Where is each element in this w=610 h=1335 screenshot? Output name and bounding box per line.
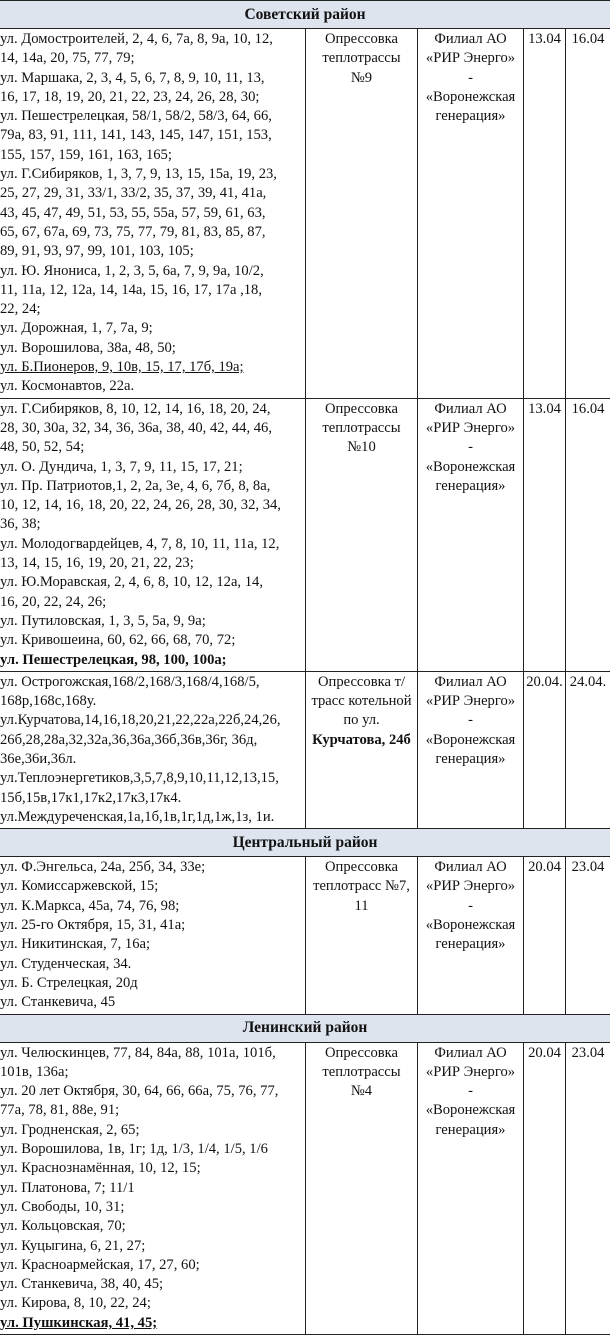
address-line: ул. Челюскинцев, 77, 84, 84а, 88, 101а, 101б,	[0, 1044, 305, 1063]
work-type-line: №10	[306, 438, 417, 457]
work-type-cell	[306, 857, 418, 1014]
address-line: ул. 20 лет Октября, 30, 64, 66, 66а, 75, 76, 77,	[0, 1082, 305, 1101]
address-line: 16, 20, 22, 24, 26;	[0, 593, 305, 612]
executor-line: Филиал АО	[418, 673, 523, 692]
address-line: 28, 30, 30а, 32, 34, 36, 36а, 38, 40, 42, 44, 46,	[0, 419, 305, 438]
address-line: 14, 14а, 20, 75, 77, 79;	[0, 49, 305, 68]
address-line: 25, 27, 29, 31, 33/1, 33/2, 35, 37, 39, 41, 41а,	[0, 184, 305, 203]
table-row	[0, 29, 610, 399]
start-date: 13.04	[524, 398, 566, 671]
executor-line: генерация»	[418, 477, 523, 496]
executor-line: «Воронежская	[418, 1101, 523, 1120]
address-line: ул. Ю. Янониса, 1, 2, 3, 5, 6а, 7, 9, 9а, 10/2,	[0, 262, 305, 281]
address-line: ул. Пешестрелецкая, 98, 100, 100а;	[0, 651, 305, 670]
address-line: ул. Платонова, 7; 11/1	[0, 1179, 305, 1198]
address-line: ул. Пушкинская, 41, 45;	[0, 1314, 305, 1333]
executor-line: -	[418, 69, 523, 88]
executor-line: «РИР Энерго»	[418, 877, 523, 896]
address-cell	[0, 29, 306, 399]
region-name: Ленинский район	[0, 1014, 610, 1042]
address-line: ул. Краснознамённая, 10, 12, 15;	[0, 1159, 305, 1178]
address-line: ул. Кривошеина, 60, 62, 66, 68, 70, 72;	[0, 631, 305, 650]
region-name: Центральный район	[0, 829, 610, 857]
table-row	[0, 857, 610, 1014]
work-type-line: Опрессовка	[306, 858, 417, 877]
work-type-cell	[306, 398, 418, 671]
address-line: 36е,36и,36л.	[0, 750, 305, 769]
work-type-cell	[306, 671, 418, 828]
address-line: 22, 24;	[0, 300, 305, 319]
start-date: 20.04	[524, 1042, 566, 1334]
address-line: ул. Станкевича, 38, 40, 45;	[0, 1275, 305, 1294]
executor-line: Филиал АО	[418, 400, 523, 419]
end-date: 16.04	[566, 29, 610, 399]
address-line: ул. Пешестрелецкая, 58/1, 58/2, 58/3, 64, 66,	[0, 107, 305, 126]
executor-line: -	[418, 1082, 523, 1101]
address-line: ул. Ворошилова, 1в, 1г; 1д, 1/3, 1/4, 1/5, 1/6	[0, 1140, 305, 1159]
executor-line: «РИР Энерго»	[418, 1063, 523, 1082]
address-line: ул. 25-го Октября, 15, 31, 41а;	[0, 916, 305, 935]
address-line: ул. Ф.Энгельса, 24а, 25б, 34, 33е;	[0, 858, 305, 877]
start-date: 20.04.	[524, 671, 566, 828]
address-line: ул. Кольцовская, 70;	[0, 1217, 305, 1236]
address-line: ул. Студенческая, 34.	[0, 955, 305, 974]
table-row	[0, 1042, 610, 1334]
executor-line: «РИР Энерго»	[418, 692, 523, 711]
work-type-line: Курчатова, 24б	[306, 731, 417, 750]
address-line: ул.Междуреченская,1а,1б,1в,1г,1д,1ж,1з, 1и.	[0, 808, 305, 827]
executor-line: -	[418, 711, 523, 730]
address-line: ул. Свободы, 10, 31;	[0, 1198, 305, 1217]
address-line: 10, 12, 14, 16, 18, 20, 22, 24, 26, 28, 30, 32, 34,	[0, 496, 305, 515]
address-line: ул. Красноармейская, 17, 27, 60;	[0, 1256, 305, 1275]
address-line: ул. Пр. Патриотов,1, 2, 2а, 3е, 4, 6, 7б, 8, 8а,	[0, 477, 305, 496]
address-line: ул. О. Дундича, 1, 3, 7, 9, 11, 15, 17, 21;	[0, 458, 305, 477]
region-header-row	[0, 1014, 610, 1042]
address-line: ул. К.Маркса, 45а, 74, 76, 98;	[0, 897, 305, 916]
work-type-line: теплотрассы	[306, 49, 417, 68]
executor-line: «Воронежская	[418, 88, 523, 107]
executor-cell	[418, 857, 524, 1014]
executor-line: «Воронежская	[418, 916, 523, 935]
work-type-line: 11	[306, 897, 417, 916]
executor-cell	[418, 29, 524, 399]
address-line: ул.Теплоэнергетиков,3,5,7,8,9,10,11,12,13,15,	[0, 769, 305, 788]
address-cell	[0, 857, 306, 1014]
work-type-line: трасс котельной	[306, 692, 417, 711]
address-line: 65, 67, 67а, 69, 73, 75, 77, 79, 81, 83, 85, 87,	[0, 223, 305, 242]
region-header-row	[0, 829, 610, 857]
executor-cell	[418, 671, 524, 828]
address-line: 89, 91, 93, 97, 99, 101, 103, 105;	[0, 242, 305, 261]
region-header-row	[0, 1, 610, 29]
start-date: 20.04	[524, 857, 566, 1014]
table-row	[0, 671, 610, 828]
work-type-line: №4	[306, 1082, 417, 1101]
address-line: 168р,168с,168у.	[0, 692, 305, 711]
end-date: 23.04	[566, 1042, 610, 1334]
table-row	[0, 398, 610, 671]
work-type-line: Опрессовка	[306, 1044, 417, 1063]
executor-line: «РИР Энерго»	[418, 419, 523, 438]
executor-cell	[418, 1042, 524, 1334]
address-cell	[0, 398, 306, 671]
address-line: ул. Б.Пионеров, 9, 10в, 15, 17, 17б, 19а;	[0, 358, 305, 377]
executor-line: Филиал АО	[418, 30, 523, 49]
address-line: ул. Г.Сибиряков, 8, 10, 12, 14, 16, 18, 20, 24,	[0, 400, 305, 419]
address-line: 16, 17, 18, 19, 20, 21, 22, 23, 24, 26, 28, 30;	[0, 88, 305, 107]
address-line: ул.Курчатова,14,16,18,20,21,22,22а,22б,24,26,	[0, 711, 305, 730]
executor-line: «РИР Энерго»	[418, 49, 523, 68]
executor-line: генерация»	[418, 935, 523, 954]
address-line: 26б,28,28а,32,32а,36,36а,36б,36в,36г, 36д,	[0, 731, 305, 750]
work-type-line: Опрессовка т/	[306, 673, 417, 692]
work-type-line: №9	[306, 69, 417, 88]
work-type-line: теплотрассы	[306, 419, 417, 438]
work-type-line: Опрессовка	[306, 400, 417, 419]
address-line: 36, 38;	[0, 515, 305, 534]
end-date: 16.04	[566, 398, 610, 671]
address-line: ул. Молодогвардейцев, 4, 7, 8, 10, 11, 11а, 12,	[0, 535, 305, 554]
address-line: 155, 157, 159, 161, 163, 165;	[0, 146, 305, 165]
executor-line: генерация»	[418, 750, 523, 769]
start-date: 13.04	[524, 29, 566, 399]
address-line: ул. Куцыгина, 6, 21, 27;	[0, 1237, 305, 1256]
address-cell	[0, 671, 306, 828]
address-line: ул. Домостроителей, 2, 4, 6, 7а, 8, 9а, 10, 12,	[0, 30, 305, 49]
address-line: 43, 45, 47, 49, 51, 53, 55, 55а, 57, 59, 61, 63,	[0, 204, 305, 223]
region-name: Советский район	[0, 1, 610, 29]
address-line: ул. Никитинская, 7, 16а;	[0, 935, 305, 954]
executor-line: генерация»	[418, 1121, 523, 1140]
address-line: ул. Острогожская,168/2,168/3,168/4,168/5,	[0, 673, 305, 692]
work-type-line: теплотрассы	[306, 1063, 417, 1082]
executor-cell	[418, 398, 524, 671]
address-line: 11, 11а, 12, 12а, 14, 14а, 15, 16, 17, 17а ,18,	[0, 281, 305, 300]
work-type-line: теплотрасс №7,	[306, 877, 417, 896]
end-date: 24.04.	[566, 671, 610, 828]
address-line: ул. Комиссаржевской, 15;	[0, 877, 305, 896]
address-cell	[0, 1042, 306, 1334]
address-line: 79а, 83, 91, 111, 141, 143, 145, 147, 151, 153,	[0, 126, 305, 145]
address-line: ул. Ворошилова, 38а, 48, 50;	[0, 339, 305, 358]
address-line: ул. Путиловская, 1, 3, 5, 5а, 9, 9а;	[0, 612, 305, 631]
address-line: ул. Станкевича, 45	[0, 993, 305, 1012]
executor-line: «Воронежская	[418, 731, 523, 750]
work-type-line: по ул.	[306, 711, 417, 730]
address-line: ул. Маршака, 2, 3, 4, 5, 6, 7, 8, 9, 10, 11, 13,	[0, 69, 305, 88]
executor-line: «Воронежская	[418, 458, 523, 477]
address-line: 48, 50, 52, 54;	[0, 438, 305, 457]
work-type-line: Опрессовка	[306, 30, 417, 49]
address-line: 15б,15в,17к1,17к2,17к3,17к4.	[0, 789, 305, 808]
address-line: ул. Кирова, 8, 10, 22, 24;	[0, 1294, 305, 1313]
executor-line: -	[418, 438, 523, 457]
address-line: ул. Гродненская, 2, 65;	[0, 1121, 305, 1140]
address-line: 77а, 78, 81, 88е, 91;	[0, 1101, 305, 1120]
address-line: ул. Б. Стрелецкая, 20д	[0, 974, 305, 993]
executor-line: генерация»	[418, 107, 523, 126]
executor-line: Филиал АО	[418, 858, 523, 877]
address-line: ул. Дорожная, 1, 7, 7а, 9;	[0, 319, 305, 338]
address-line: ул. Г.Сибиряков, 1, 3, 7, 9, 13, 15, 15а, 19, 23,	[0, 165, 305, 184]
work-type-cell	[306, 29, 418, 399]
end-date: 23.04	[566, 857, 610, 1014]
address-line: 101в, 136а;	[0, 1063, 305, 1082]
address-line: ул. Космонавтов, 22а.	[0, 377, 305, 396]
work-type-cell	[306, 1042, 418, 1334]
address-line: 13, 14, 15, 16, 19, 20, 21, 22, 23;	[0, 554, 305, 573]
address-line: ул. Ю.Моравская, 2, 4, 6, 8, 10, 12, 12а, 14,	[0, 573, 305, 592]
executor-line: Филиал АО	[418, 1044, 523, 1063]
executor-line: -	[418, 897, 523, 916]
